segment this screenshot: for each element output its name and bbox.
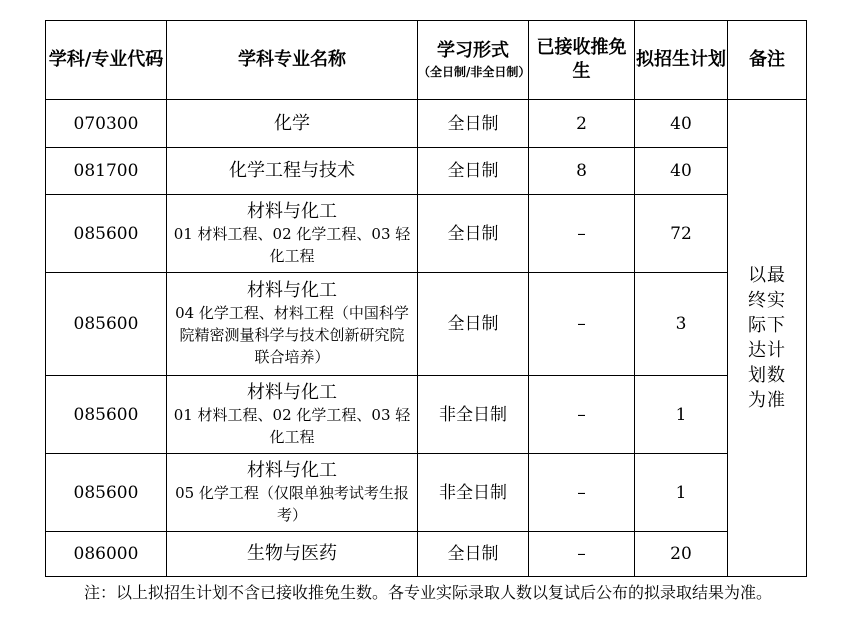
code-cell: 086000 [46, 532, 167, 577]
remark-cell [728, 100, 807, 577]
quota-cell: 72 [635, 195, 728, 273]
code-cell: 085600 [46, 454, 167, 532]
name-title: 生物与医药 [247, 543, 337, 564]
quota-cell: 20 [635, 532, 728, 577]
name-detail: 01 材料工程、02 化学工程、03 轻化工程 [173, 224, 411, 265]
name-title: 材料与化工 [247, 459, 337, 481]
header-row [46, 21, 807, 100]
code-cell: 081700 [46, 148, 167, 195]
recommended-cell: – [529, 454, 635, 532]
name-cell [167, 532, 418, 577]
mode-cell: 全日制 [418, 148, 529, 195]
quota-cell: 1 [635, 376, 728, 454]
name-cell [167, 454, 418, 532]
mode-cell: 全日制 [418, 195, 529, 273]
name-title: 材料与化工 [247, 280, 337, 301]
recommended-cell: – [529, 532, 635, 577]
recommended-cell: – [529, 376, 635, 454]
name-cell [167, 376, 418, 454]
code-cell: 070300 [46, 100, 167, 148]
header-name: 学科专业名称 [167, 21, 418, 100]
name-detail: 05 化学工程（仅限单独考试考生报考） [175, 483, 409, 524]
recommended-cell: – [529, 273, 635, 376]
name-title: 化学工程与技术 [229, 160, 355, 181]
table-row [46, 532, 807, 577]
remark-text: 以最终实际下达计划数为准 [748, 265, 786, 411]
table-row [46, 454, 807, 532]
quota-cell: 40 [635, 148, 728, 195]
enrollment-plan-table [45, 20, 807, 577]
name-detail: 04 化学工程、材料工程（中国科学院精密测量科学与技术创新研究院联合培养） [175, 304, 409, 366]
header-mode-title: 学习形式 [437, 39, 509, 61]
mode-cell: 全日制 [418, 532, 529, 577]
header-mode [418, 21, 529, 100]
code-cell: 085600 [46, 376, 167, 454]
name-title: 材料与化工 [247, 381, 337, 403]
name-title: 材料与化工 [247, 200, 337, 222]
quota-cell: 1 [635, 454, 728, 532]
table-row [46, 100, 807, 148]
header-code: 学科/专业代码 [46, 21, 167, 100]
mode-cell: 非全日制 [418, 376, 529, 454]
name-cell [167, 273, 418, 376]
code-cell: 085600 [46, 195, 167, 273]
recommended-cell: 2 [529, 100, 635, 148]
table-row [46, 376, 807, 454]
recommended-cell: – [529, 195, 635, 273]
header-recommended: 已接收推免生 [529, 21, 635, 100]
table-row [46, 195, 807, 273]
mode-cell: 全日制 [418, 100, 529, 148]
recommended-cell: 8 [529, 148, 635, 195]
name-cell [167, 148, 418, 195]
name-detail: 01 材料工程、02 化学工程、03 轻化工程 [173, 405, 411, 446]
name-cell [167, 100, 418, 148]
footnote: 注：以上拟招生计划不含已接收推免生数。各专业实际录取人数以复试后公布的拟录取结果为准。 [84, 583, 773, 602]
table-row [46, 148, 807, 195]
mode-cell: 全日制 [418, 273, 529, 376]
quota-cell: 3 [635, 273, 728, 376]
mode-cell: 非全日制 [418, 454, 529, 532]
name-cell [167, 195, 418, 273]
header-remark: 备注 [728, 21, 807, 100]
quota-cell: 40 [635, 100, 728, 148]
table-row [46, 273, 807, 376]
header-mode-subtitle: （全日制/非全日制） [418, 64, 531, 79]
code-cell: 085600 [46, 273, 167, 376]
header-quota: 拟招生计划 [635, 21, 728, 100]
name-title: 化学 [274, 112, 310, 134]
